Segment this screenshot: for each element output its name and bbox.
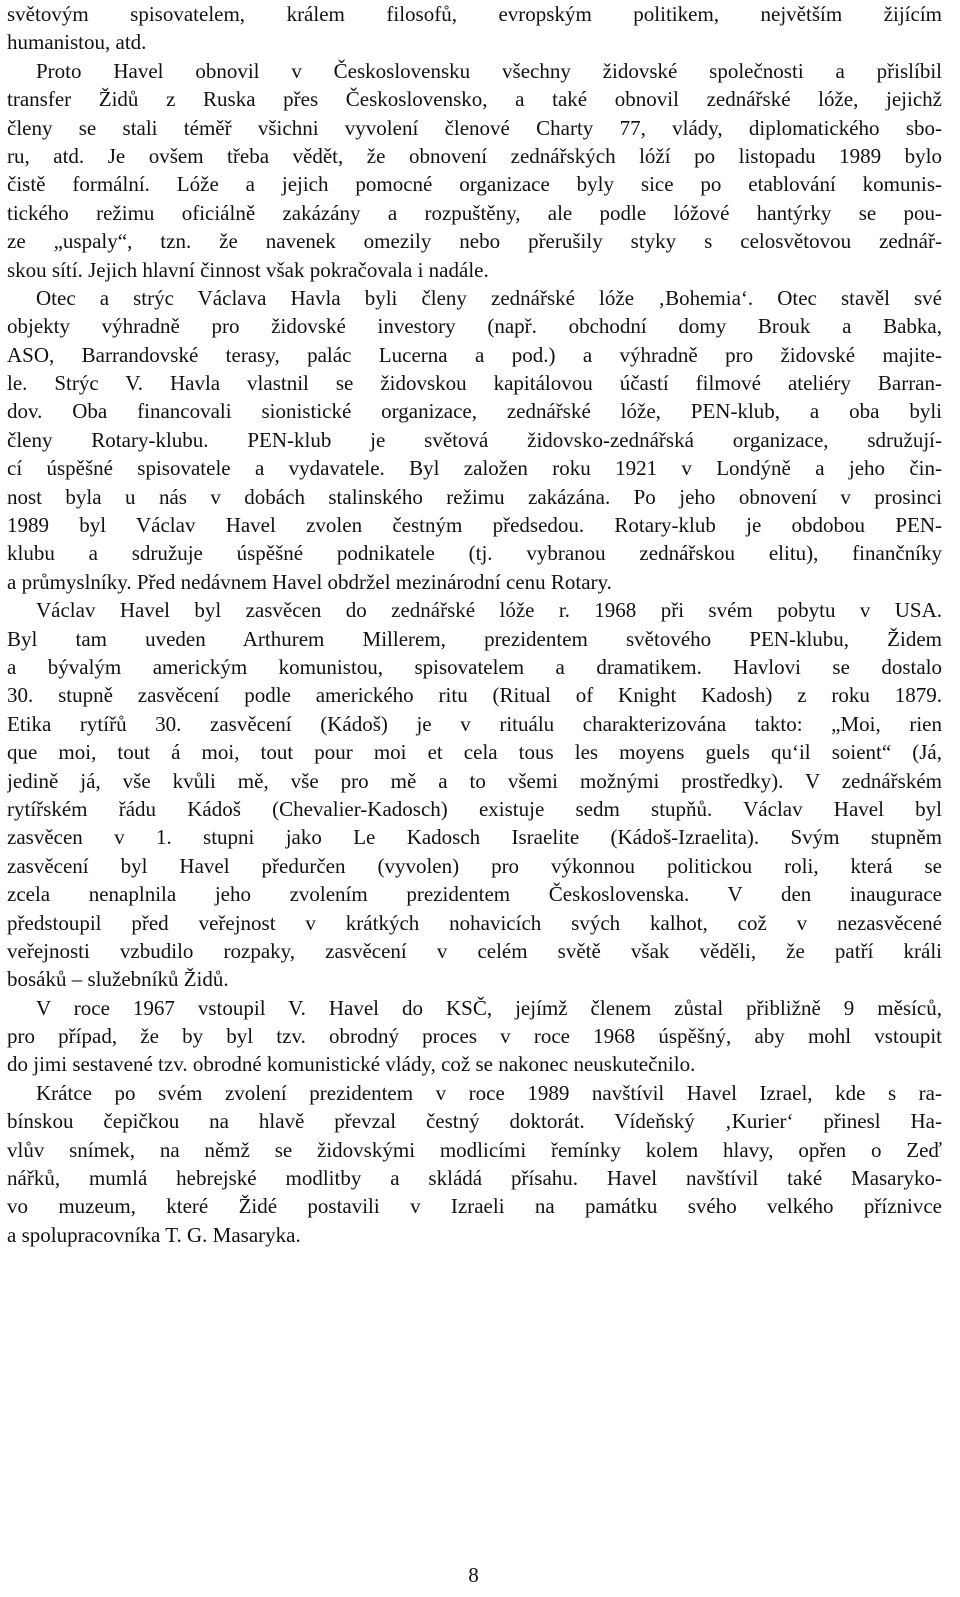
text-line: zasvěcen v 1. stupni jako Le Kadosch Israelite (Kádoš-Izraelita). Svým stupněm [7,825,942,850]
text-line: do jimi sestavené tzv. obrodné komunistické vlády, což se nakonec neuskutečnilo. [7,1052,696,1077]
text-line: bosáků – služebníků Židů. [7,967,229,992]
text-line: objekty výhradně pro židovské investory (např. obchodní domy Brouk a Babka, [7,314,942,339]
text-line: předstoupil před veřejnost v krátkých nohavicích svých kalhot, což v nezasvěcené [7,910,942,935]
text-line: ru, atd. Je ovšem třeba vědět, že obnovení zednářských lóží po listopadu 1989 bylo [7,143,942,168]
text-line: veřejnosti vzbudilo rozpaky, zasvěcení v celém světě však věděli, že patří králi [7,938,942,963]
text-line: humanistou, atd. [7,30,147,55]
text-line: transfer Židů z Ruska přes Československo, a také obnovil zednářské lóže, jejichž [7,87,942,112]
text-line: ze „uspaly“, tzn. že navenek omezily nebo přerušily styky s celosvětovou zednář- [7,229,942,254]
text-line: klubu a sdružuje úspěšné podnikatele (tj. vybranou zednářskou elitu), finančníky [7,541,942,566]
text-line: V roce 1967 vstoupil V. Havel do KSČ, jejímž členem zůstal přibližně 9 měsíců, [36,995,942,1020]
text-line: ASO, Barrandovské terasy, palác Lucerna a pod.) a výhradně pro židovské majite- [7,342,942,367]
text-line: jedině já, vše kvůli mě, vše pro mě a to všemi možnými prostředky). V zednářském [7,768,942,793]
text-line: bínskou čepičkou na hlavě převzal čestný doktorát. Vídeňský ‚Kurier‘ přinesl Ha- [7,1109,942,1134]
text-line: nářků, mumlá hebrejské modlitby a skládá přísahu. Havel navštívil také Masaryko- [7,1166,942,1191]
text-line: cí úspěšné spisovatele a vydavatele. Byl založen roku 1921 v Londýně a jeho čin- [7,456,942,481]
text-line: Krátce po svém zvolení prezidentem v roce 1989 navštívil Havel Izrael, kde s ra- [36,1080,942,1105]
text-line: vlův snímek, na němž se židovskými modlicími řemínky kolem hlavy, opřen o Zeď [7,1137,942,1162]
text-line: členy se stali téměř všichni vyvolení členové Charty 77, vlády, diplomatického sbo- [7,115,942,140]
text-line: nost byla u nás v dobách stalinského režimu zakázána. Po jeho obnovení v prosinci [7,484,942,509]
text-line: pro případ, že by byl tzv. obrodný proces v roce 1968 úspěšný, aby mohl vstoupit [7,1024,942,1049]
text-line: a bývalým americkým komunistou, spisovatelem a dramatikem. Havlovi se dostalo [7,654,942,679]
text-line: le. Strýc V. Havla vlastnil se židovskou kapitálovou účastí filmové ateliéry Barran- [7,371,942,396]
document-body [7,0,942,1249]
page-number: 8 [468,1563,479,1587]
text-line: dov. Oba financovali sionistické organizace, zednářské lóže, PEN-klub, a oba byli [7,399,942,424]
text-line: a průmyslníky. Před nedávnem Havel obdržel mezinárodní cenu Rotary. [7,569,612,594]
text-line: zasvěcení byl Havel předurčen (vyvolen) pro výkonnou politickou roli, která se [7,853,942,878]
text-line: tického režimu oficiálně zakázány a rozpuštěny, ale podle lóžové hantýrky se pou- [7,200,942,225]
text-line: vo muzeum, které Židé postavili v Izraeli na památku svého velkého příznivce [7,1194,942,1219]
text-line: que moi, tout á moi, tout pour moi et cela tous les moyens guels qu‘il soient“ (Já, [7,740,942,765]
text-line: Etika rytířů 30. zasvěcení (Kádoš) je v rituálu charakterizována takto: „Moi, rien [7,711,942,736]
text-line: 1989 byl Václav Havel zvolen čestným předsedou. Rotary-klub je obdobou PEN- [7,513,942,538]
text-line: čistě formální. Lóže a jejich pomocné organizace byly sice po etablování komunis- [7,172,942,197]
text-line: 30. stupně zasvěcení podle amerického ritu (Ritual of Knight Kadosh) z roku 1879. [7,683,942,708]
text-line: Byl tam uveden Arthurem Millerem, prezidentem světového PEN-klubu, Židem [7,626,942,651]
text-line: Václav Havel byl zasvěcen do zednářské lóže r. 1968 při svém pobytu v USA. [36,598,942,623]
text-line: světovým spisovatelem, králem filosofů, evropským politikem, největším žijícím [7,2,942,26]
text-line: Proto Havel obnovil v Československu všechny židovské společnosti a přislíbil [36,58,942,83]
text-line: rytířském řádu Kádoš (Chevalier-Kadosch) existuje sedm stupňů. Václav Havel byl [7,796,942,821]
text-line: a spolupracovníka T. G. Masaryka. [7,1222,301,1247]
text-line: Otec a strýc Václava Havla byli členy zednářské lóže ‚Bohemia‘. Otec stavěl své [36,285,942,310]
text-line: zcela nenaplnila jeho zvolením prezidentem Československa. V den inaugurace [7,882,942,907]
text-line: členy Rotary-klubu. PEN-klub je světová židovsko-zednářská organizace, sdružují- [7,427,942,452]
text-line: skou sítí. Jejich hlavní činnost však pokračovala i nadále. [7,257,489,282]
